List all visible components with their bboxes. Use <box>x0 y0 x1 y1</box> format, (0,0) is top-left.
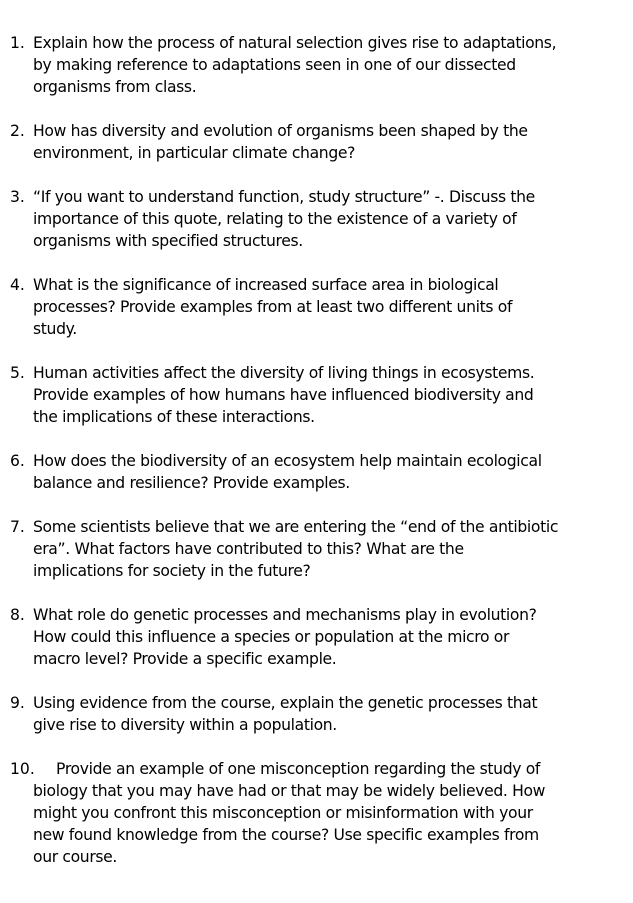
question-text <box>33 692 619 736</box>
question-line: Some scientists believe that we are entering the “end of the antibiotic <box>33 518 559 536</box>
question-text <box>33 516 619 582</box>
question-line: study. <box>33 320 77 338</box>
question-number: 7. <box>10 518 25 536</box>
question-item-10 <box>0 758 633 868</box>
question-line: implications for society in the future? <box>33 562 311 580</box>
question-line: How has diversity and evolution of organisms been shaped by the <box>33 122 528 140</box>
question-line: What role do genetic processes and mechanisms play in evolution? <box>33 606 537 624</box>
question-line: Provide examples of how humans have influenced biodiversity and <box>33 386 534 404</box>
question-item-8 <box>0 604 633 670</box>
question-item-2 <box>0 120 633 164</box>
question-item-5 <box>0 362 633 428</box>
question-item-4 <box>0 274 633 340</box>
question-line: “If you want to understand function, study structure” -. Discuss the <box>33 188 535 206</box>
question-line: What is the significance of increased surface area in biological <box>33 276 499 294</box>
question-line: might you confront this misconception or misinformation with your <box>33 804 533 822</box>
question-line: the implications of these interactions. <box>33 408 315 426</box>
question-line: organisms from class. <box>33 78 197 96</box>
question-text <box>33 274 619 340</box>
question-text <box>33 604 619 670</box>
question-line: How does the biodiversity of an ecosystem help maintain ecological <box>33 452 542 470</box>
question-text <box>33 758 619 868</box>
question-line: importance of this quote, relating to the existence of a variety of <box>33 210 517 228</box>
question-line: organisms with specified structures. <box>33 232 303 250</box>
question-item-7 <box>0 516 633 582</box>
question-number: 4. <box>10 276 25 294</box>
question-number: 3. <box>10 188 25 206</box>
question-line: by making reference to adaptations seen in one of our dissected <box>33 56 516 74</box>
question-number: 9. <box>10 694 25 712</box>
question-line: give rise to diversity within a population. <box>33 716 337 734</box>
question-item-9 <box>0 692 633 736</box>
question-number: 6. <box>10 452 25 470</box>
question-line: Explain how the process of natural selection gives rise to adaptations, <box>33 34 557 52</box>
question-number: 10. <box>10 760 35 778</box>
question-item-3 <box>0 186 633 252</box>
question-number: 1. <box>10 34 25 52</box>
question-line: era”. What factors have contributed to this? What are the <box>33 540 464 558</box>
question-text <box>33 32 619 98</box>
question-number: 2. <box>10 122 25 140</box>
question-line: biology that you may have had or that may be widely believed. How <box>33 782 546 800</box>
question-number: 8. <box>10 606 25 624</box>
question-text <box>33 450 619 494</box>
question-line: Provide an example of one misconception regarding the study of <box>33 760 541 778</box>
question-line: Using evidence from the course, explain the genetic processes that <box>33 694 538 712</box>
question-line: our course. <box>33 848 118 866</box>
question-text <box>33 186 619 252</box>
question-line: new found knowledge from the course? Use specific examples from <box>33 826 539 844</box>
question-line: Human activities affect the diversity of living things in ecosystems. <box>33 364 535 382</box>
question-line: How could this influence a species or population at the micro or <box>33 628 510 646</box>
question-text <box>33 120 619 164</box>
question-item-1 <box>0 32 633 98</box>
question-line: balance and resilience? Provide examples. <box>33 474 350 492</box>
question-item-6 <box>0 450 633 494</box>
question-line: processes? Provide examples from at least two different units of <box>33 298 513 316</box>
question-text <box>33 362 619 428</box>
question-list <box>0 32 633 890</box>
question-line: macro level? Provide a specific example. <box>33 650 337 668</box>
question-number: 5. <box>10 364 25 382</box>
question-line: environment, in particular climate change? <box>33 144 356 162</box>
